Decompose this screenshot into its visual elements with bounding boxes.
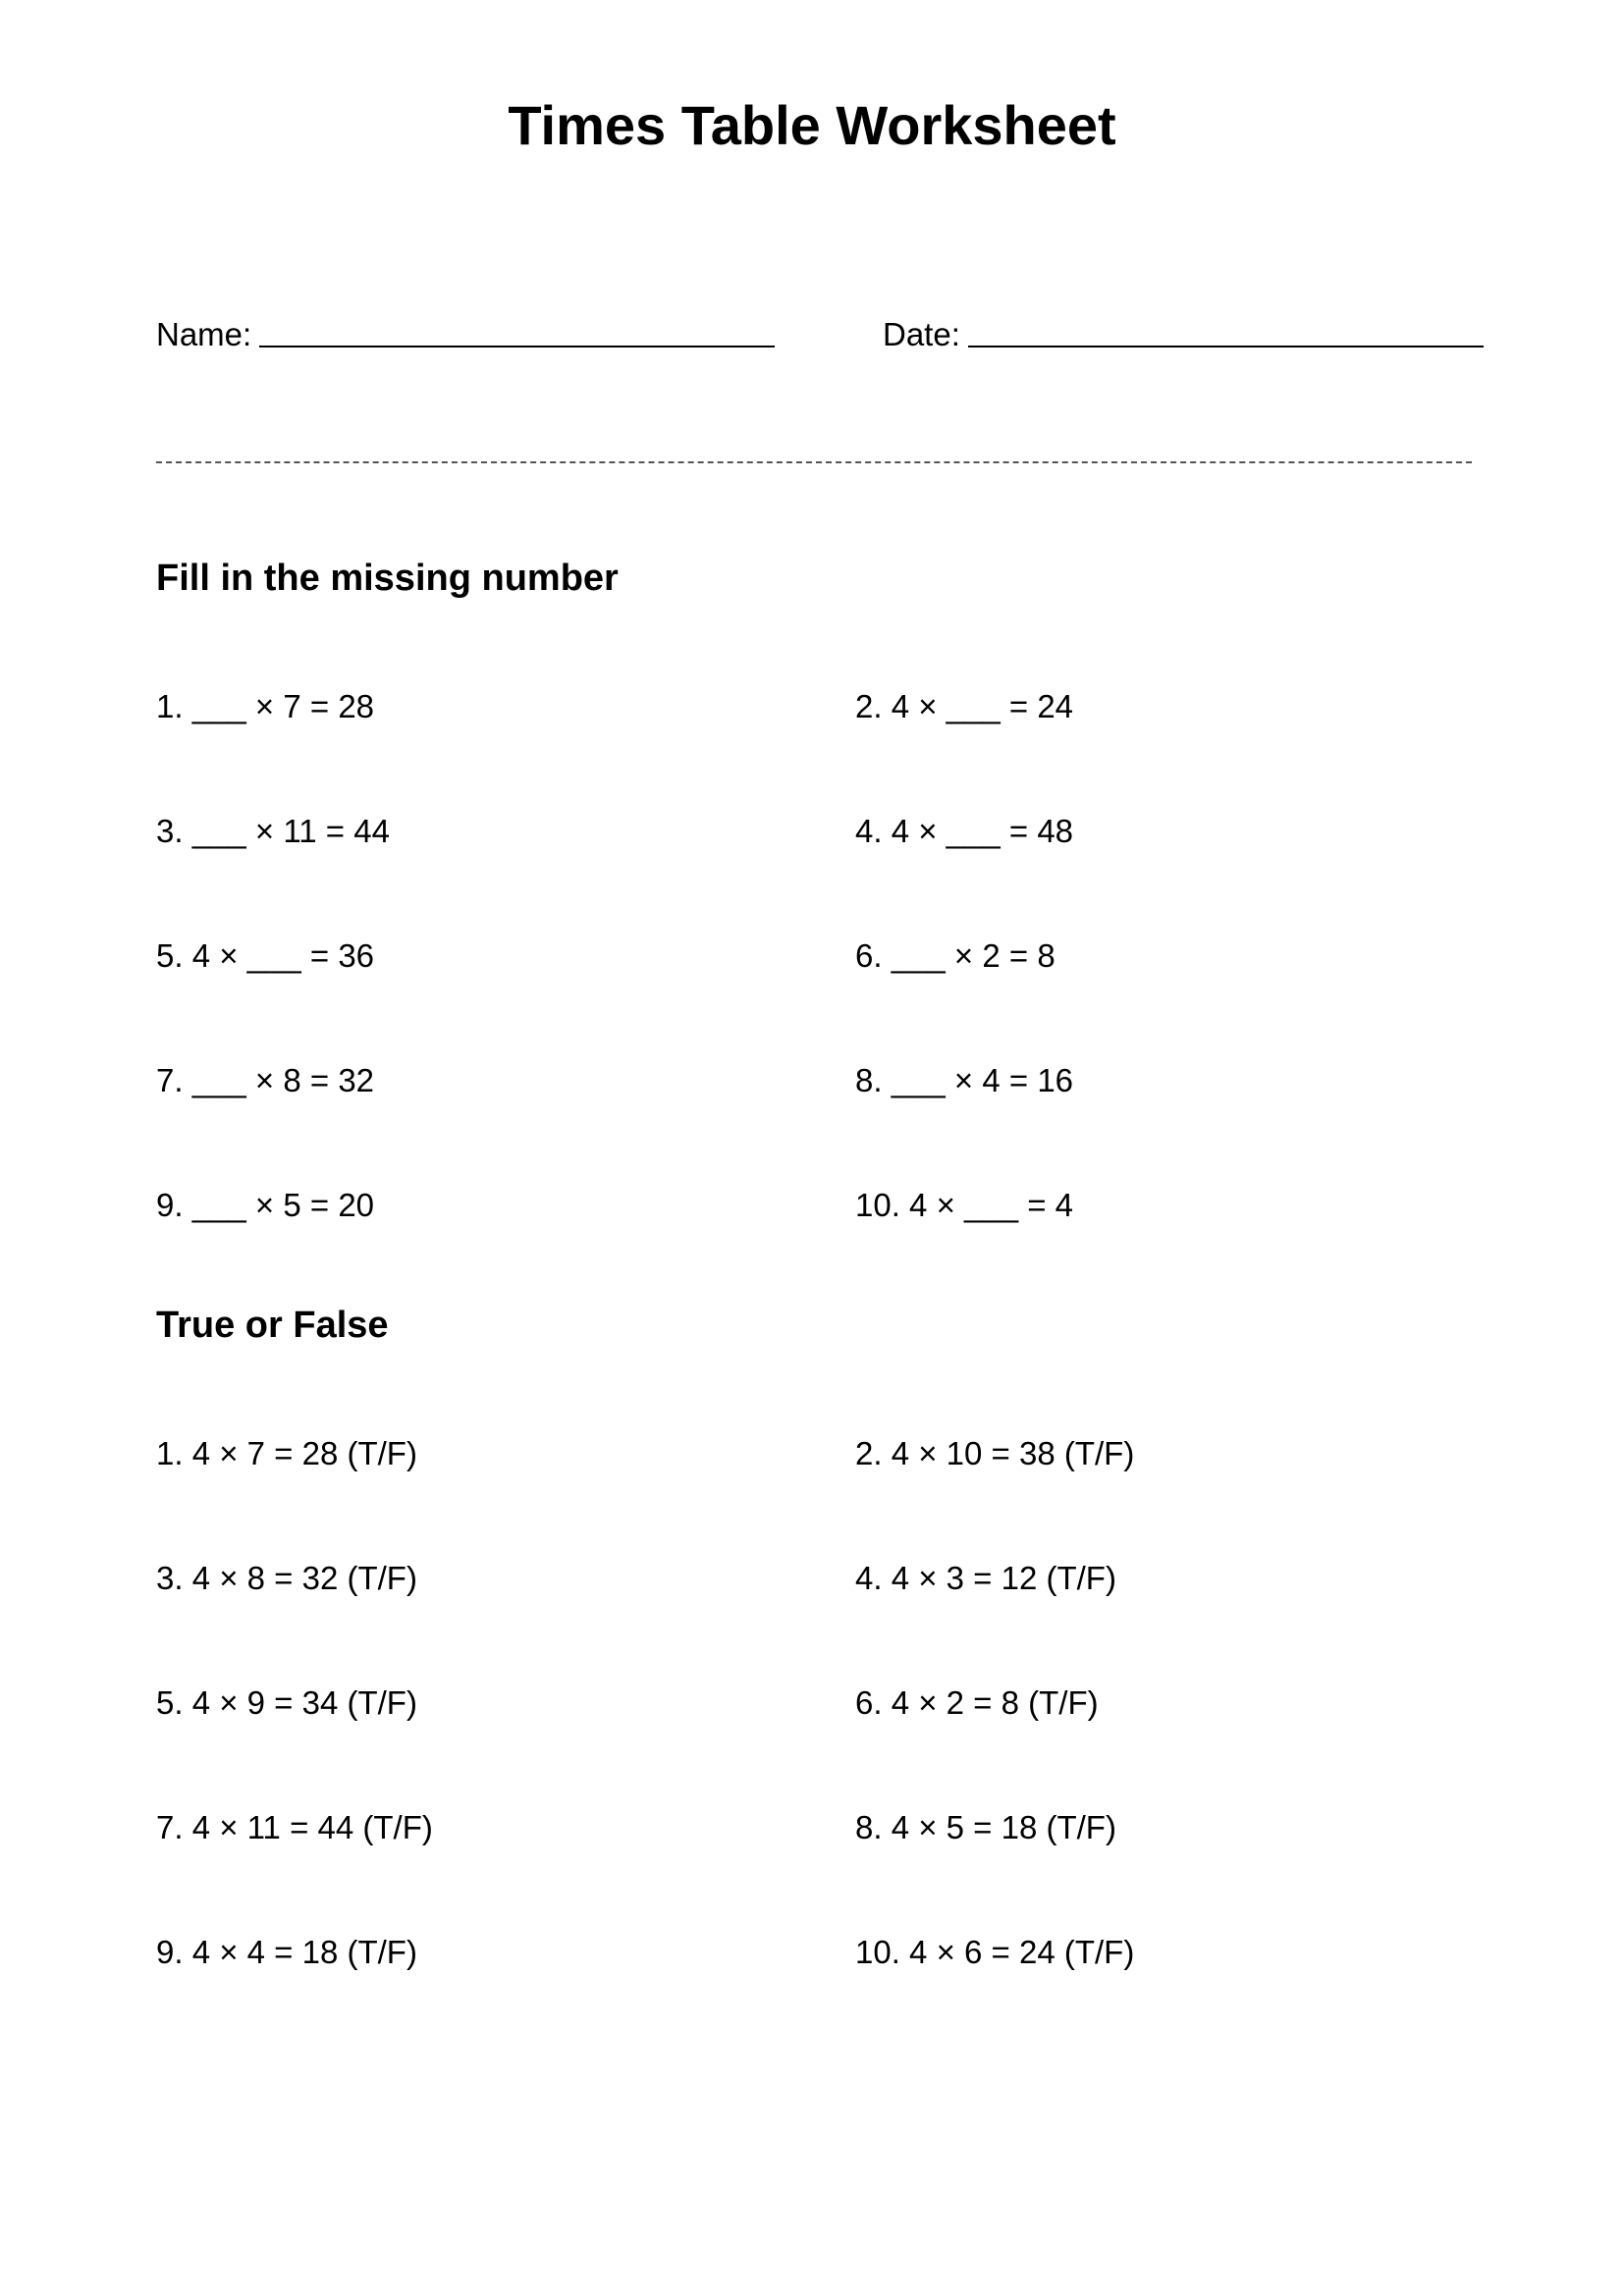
true-false-item: 6. 4 × 2 = 8 (T/F): [855, 1684, 1099, 1721]
fill-in-item: 9. ___ × 5 = 20: [156, 1187, 375, 1223]
date-label: Date:: [883, 316, 960, 352]
section-heading-fill-in: Fill in the missing number: [156, 558, 619, 599]
fill-in-item: 6. ___ × 2 = 8: [855, 937, 1056, 974]
true-false-item: 3. 4 × 8 = 32 (T/F): [156, 1560, 417, 1596]
name-label: Name:: [156, 316, 252, 352]
fill-in-item: 2. 4 × ___ = 24: [855, 688, 1074, 724]
worksheet-title: Times Table Worksheet: [508, 94, 1116, 156]
fill-in-item: 5. 4 × ___ = 36: [156, 937, 375, 974]
true-false-item: 4. 4 × 3 = 12 (T/F): [855, 1560, 1116, 1596]
fill-in-item: 10. 4 × ___ = 4: [855, 1187, 1074, 1223]
true-false-item: 7. 4 × 11 = 44 (T/F): [156, 1809, 433, 1845]
name-blank-line[interactable]: [259, 316, 775, 347]
date-field[interactable]: [883, 314, 1484, 350]
fill-in-item: 3. ___ × 11 = 44: [156, 813, 390, 849]
section-heading-true-false: True or False: [156, 1305, 389, 1346]
true-false-item: 8. 4 × 5 = 18 (T/F): [855, 1809, 1116, 1845]
true-false-item: 9. 4 × 4 = 18 (T/F): [156, 1934, 417, 1970]
fill-in-item: 1. ___ × 7 = 28: [156, 688, 375, 724]
true-false-item: 10. 4 × 6 = 24 (T/F): [855, 1934, 1135, 1970]
true-false-item: 2. 4 × 10 = 38 (T/F): [855, 1435, 1135, 1471]
date-blank-line[interactable]: [968, 316, 1484, 347]
name-field[interactable]: [156, 314, 775, 350]
dashed-divider: [156, 461, 1472, 463]
fill-in-item: 4. 4 × ___ = 48: [855, 813, 1074, 849]
true-false-item: 5. 4 × 9 = 34 (T/F): [156, 1684, 417, 1721]
fill-in-item: 8. ___ × 4 = 16: [855, 1062, 1074, 1098]
fill-in-item: 7. ___ × 8 = 32: [156, 1062, 375, 1098]
true-false-item: 1. 4 × 7 = 28 (T/F): [156, 1435, 417, 1471]
